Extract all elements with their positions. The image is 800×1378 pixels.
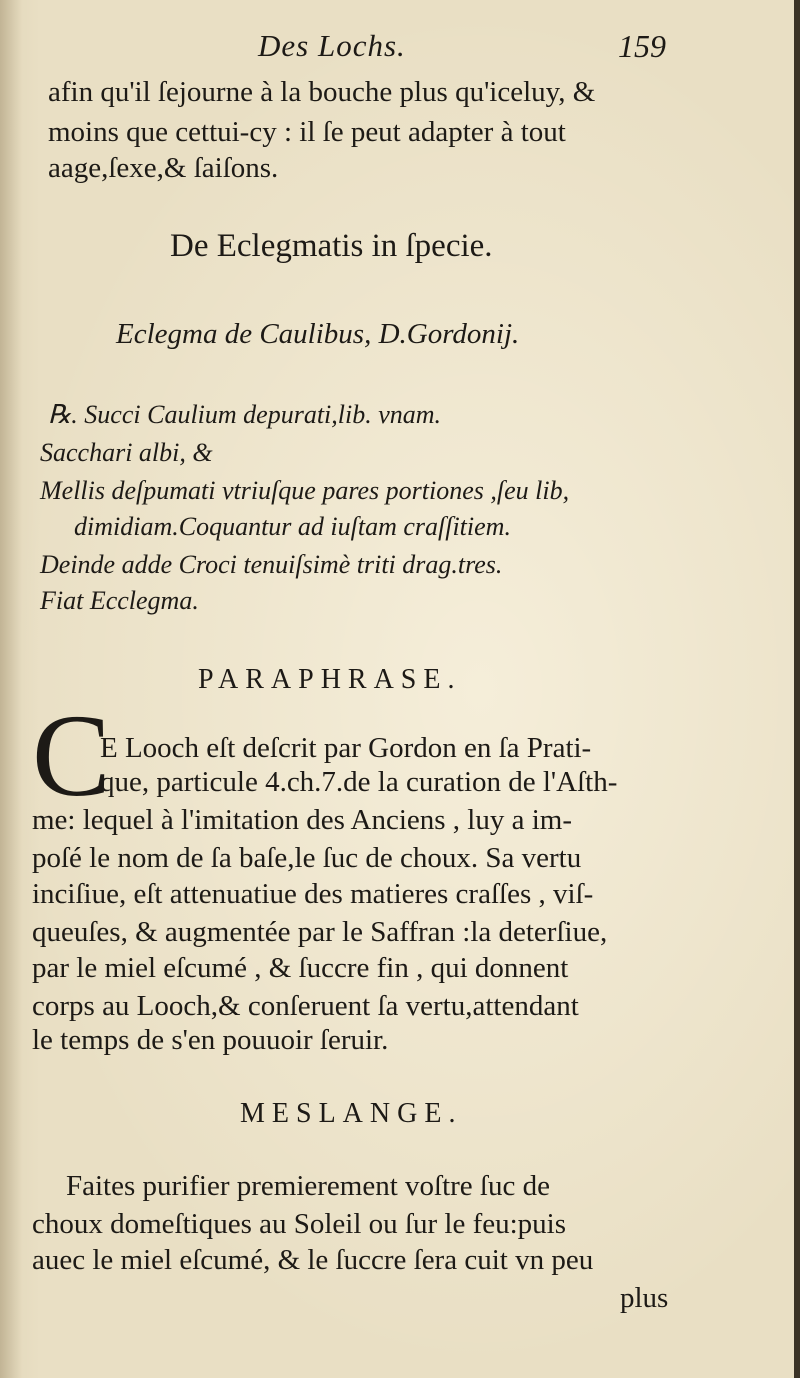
recipe-line: Sacchari albi, & (40, 438, 213, 467)
intro-line: aage,ſexe,& ſaiſons. (48, 152, 279, 184)
paraphrase-line: que, particule 4.ch.7.de la curation de l'Aſth- (100, 766, 618, 798)
page-edge (794, 0, 800, 1378)
page-number: 159 (618, 28, 666, 64)
paraphrase-line: le temps de s'en pouuoir ſeruir. (32, 1024, 389, 1056)
paraphrase-line: corps au Looch,& conſeruent ſa vertu,attendant (32, 990, 579, 1022)
intro-line: moins que cettui-cy : il ſe peut adapter à tout (48, 116, 566, 148)
intro-line: afin qu'il ſejourne à la bouche plus qu'iceluy, & (48, 76, 596, 108)
paraphrase-line: me: lequel à l'imitation des Anciens , luy a im- (32, 804, 572, 836)
paraphrase-line: par le miel eſcumé , & ſuccre fin , qui donnent (32, 952, 569, 984)
recipe-line: dimidiam.Coquantur ad iuſtam craſſitiem. (74, 512, 511, 541)
section-title: De Eclegmatis in ſpecie. (170, 228, 493, 264)
paraphrase-line: poſé le nom de ſa baſe,le ſuc de choux. Sa vertu (32, 842, 582, 874)
meslange-line: auec le miel eſcumé, & le ſuccre ſera cuit vn peu (32, 1244, 594, 1276)
paraphrase-line: E Looch eſt deſcrit par Gordon en ſa Prati- (100, 732, 592, 764)
paraphrase-heading: PARAPHRASE. (198, 664, 462, 695)
meslange-line: Faites purifier premierement voſtre ſuc de (66, 1170, 550, 1202)
paraphrase-line: inciſiue, eſt attenuatiue des matieres craſſes , viſ- (32, 878, 594, 910)
meslange-heading: MESLANGE. (240, 1098, 463, 1129)
recipe-line: ℞. Succi Caulium depurati,lib. vnam. (48, 400, 442, 429)
recipe-line: Deinde adde Croci tenuiſsimè triti drag.tres. (40, 550, 503, 579)
recipe-line: Fiat Ecclegma. (40, 586, 199, 615)
paraphrase-line: queuſes, & augmentée par le Saffran :la deterſiue, (32, 916, 608, 948)
drop-cap: C (32, 690, 111, 821)
running-title: Des Lochs. (258, 28, 406, 63)
recipe-title: Eclegma de Caulibus, D.Gordonij. (116, 318, 520, 350)
catchword: plus (620, 1282, 669, 1314)
meslange-line: choux domeſtiques au Soleil ou ſur le feu:puis (32, 1208, 566, 1240)
recipe-line: Mellis deſpumati vtriuſque pares portiones ,ſeu lib, (40, 476, 570, 505)
